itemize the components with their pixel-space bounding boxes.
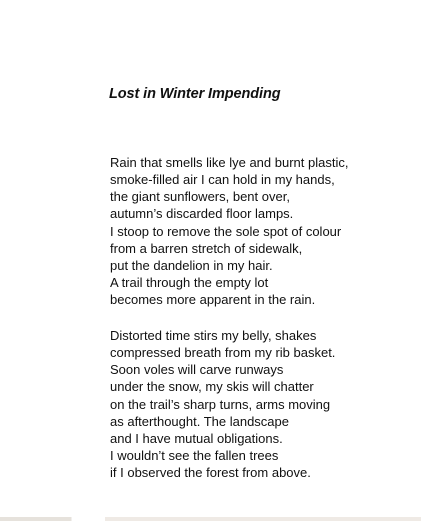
poem-line: Distorted time stirs my belly, shakes — [110, 328, 317, 343]
stanza-1 — [110, 154, 348, 308]
poem-line: Rain that smells like lye and burnt plastic, — [110, 155, 349, 170]
page-bottom-edge — [0, 517, 421, 521]
poem-line: I wouldn’t see the fallen trees — [110, 448, 279, 464]
poem-line: autumn’s discarded floor lamps. — [110, 206, 294, 222]
poem-line: if I observed the forest from above. — [110, 465, 311, 481]
poem-line: under the snow, my skis will chatter — [110, 379, 314, 395]
poem-line: as afterthought. The landscape — [110, 413, 289, 429]
poem-line: becomes more apparent in the rain. — [110, 292, 316, 308]
poem-line: and I have mutual obligations. — [110, 430, 283, 446]
poem-line: compressed breath from my rib basket. — [110, 345, 336, 361]
poem-title: Lost in Winter Impending — [109, 86, 281, 102]
poem-line: from a barren stretch of sidewalk, — [110, 240, 303, 256]
poem-line: A trail through the empty lot — [110, 275, 269, 291]
poem-line: smoke-filled air I can hold in my hands, — [110, 172, 335, 188]
poem-line: Soon voles will carve runways — [110, 362, 284, 378]
poem-line: on the trail’s sharp turns, arms moving — [110, 396, 331, 412]
stanza-2 — [110, 327, 335, 481]
poem-line: put the dandelion in my hair. — [110, 257, 273, 273]
poem-line: I stoop to remove the sole spot of colour — [110, 223, 342, 239]
poem-line: the giant sunflowers, bent over, — [110, 189, 290, 205]
